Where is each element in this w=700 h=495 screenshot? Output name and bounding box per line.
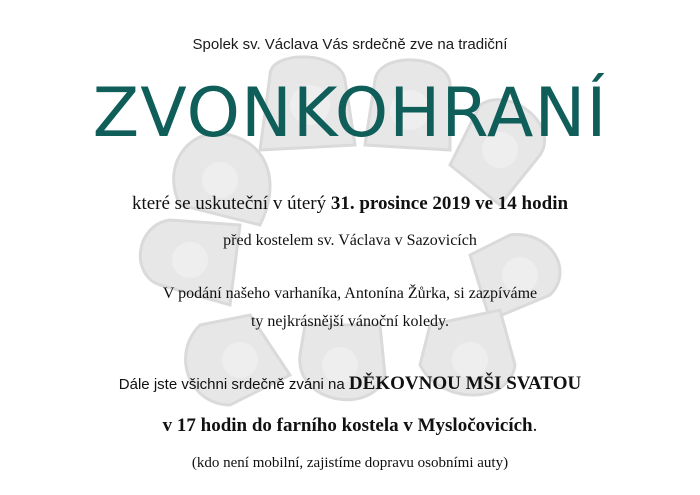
- mass-location: [0, 415, 700, 437]
- mass-location-end: .: [532, 415, 538, 436]
- mass-location-text: v 17 hodin do farního kostela v Mysločovicích: [162, 415, 533, 436]
- event-date: 31. prosince 2019 ve 14 hodin: [330, 193, 569, 214]
- event-date-line: [0, 193, 700, 215]
- mass-title: DĚKOVNOU MŠI SVATOU: [348, 373, 582, 394]
- event-date-prefix: které se uskuteční v úterý: [131, 193, 331, 214]
- intro-text: Spolek sv. Václava Vás srdečně zve na tradiční: [192, 36, 508, 53]
- mass-invitation-prefix: Dále jste všichni srdečně zváni na: [118, 376, 349, 393]
- event-title: ZVONKOHRANÍ: [92, 74, 608, 153]
- mass-invitation: [0, 373, 700, 395]
- organist-line-2: ty nejkrásnější vánoční koledy.: [250, 313, 450, 330]
- transport-note: (kdo není mobilní, zajistíme dopravu osobními auty): [191, 455, 509, 471]
- event-location: před kostelem sv. Václava v Sazovicích: [223, 232, 477, 249]
- organist-line-1: V podání našeho varhaníka, Antonína Žůrka, si zazpíváme: [162, 285, 538, 302]
